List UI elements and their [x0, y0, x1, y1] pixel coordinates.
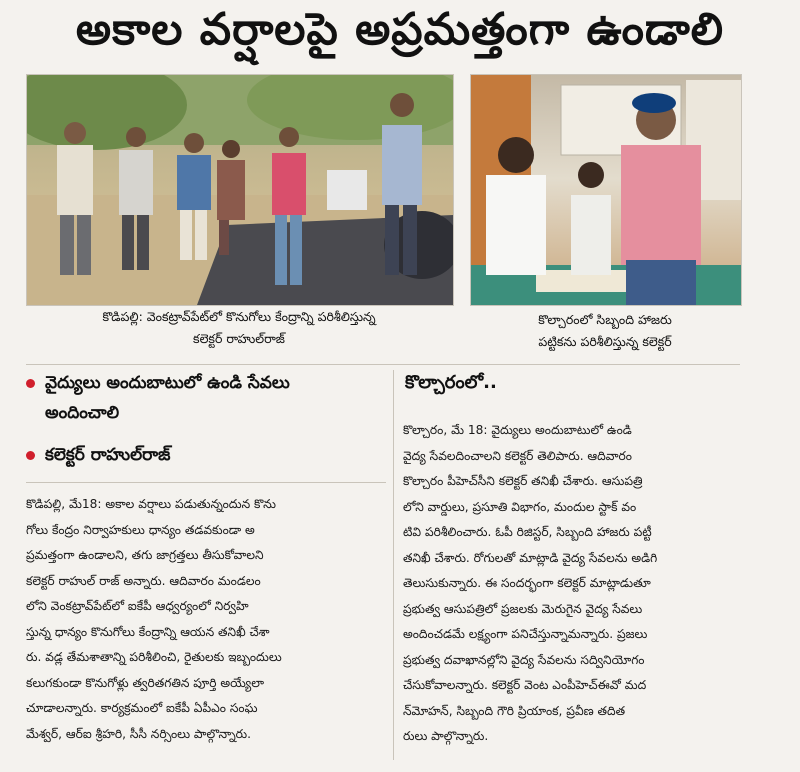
article-line: తనిఖీ చేశారు. రోగులతో మాట్లాడి వైద్య సేవలను అడిగి: [403, 550, 658, 565]
article-line: స్తున్న ధాన్యం కొనుగోలు కేంద్రాన్ని ఆయన తనిఖీ చేశా: [26, 624, 270, 639]
article-line: మేశ్వర్, ఆర్ఐ శ్రీహరి, సీసీ నర్సింలు పాల్గొన్నారు.: [26, 726, 251, 741]
right-article-heading: కొల్చారంలో..: [405, 372, 497, 393]
bullet-dot: [26, 451, 35, 460]
article-line: లోని వార్డులు, ప్రసూతి విభాగం, మందుల స్టాక్ వం: [403, 499, 637, 514]
caption-line: కొల్చారంలో సిబ్బంది హాజరు: [538, 312, 672, 327]
article-line: కొడిపల్లి, మే18: అకాల వర్షాలు పడుతున్నందున కొను: [26, 497, 276, 511]
article-line: లోని వెంకట్రావ్‌పేట్‌లో ఐకేపీ ఆధ్వర్యంలో నిర్వహి: [26, 599, 249, 613]
article-line: కొల్చారం పీహెచ్‌సీని కలెక్టర్ తనిఖీ చేశారు. ఆసుపత్రి: [403, 474, 643, 488]
article-line: ప్రమత్తంగా ఉండాలని, తగు జాగ్రత్తలు తీసుకోవాలని: [26, 548, 264, 562]
column-divider: [393, 370, 394, 760]
left-article-body: [26, 492, 384, 747]
bullet-line: కలెక్టర్ రాహుల్‌రాజ్: [45, 445, 171, 465]
article-line: చేసుకోవాలన్నారు. కలెక్టర్ వెంట ఎంపీహెచ్ఈవో మద: [403, 678, 647, 692]
article-line: అందించడమే లక్ష్యంగా పనిచేస్తున్నామన్నారు. ప్రజలు: [403, 627, 648, 641]
photo-phc-scene: [471, 75, 741, 305]
bullet-item: [26, 368, 386, 428]
photo-left-caption: [26, 306, 452, 350]
caption-line: కొడిపల్లి: వెంకట్రావ్‌పేట్‌లో కొనుగోలు కేంద్రాన్ని పరిశీలిస్తున్న: [102, 309, 376, 324]
bullet-item: [26, 440, 386, 470]
article-line: గోలు కేంద్రం నిర్వాహకులు ధాన్యం తడవకుండా అ: [26, 522, 255, 537]
caption-line: కలెక్టర్ రాహుల్‌రాజ్: [193, 331, 285, 346]
bullet-dot: [26, 379, 35, 388]
article-line: ప్రభుత్వ ఆసుపత్రిలో ప్రజలకు మెరుగైన వైద్య సేవలు: [403, 601, 643, 616]
article-line: కొల్చారం, మే 18: వైద్యులు అందుబాటులో ఉండి: [403, 423, 632, 437]
bullet-line: వైద్యులు అందుబాటులో ఉండి సేవలు: [45, 373, 290, 393]
article-line: కలెక్టర్ రాహుల్ రాజ్ అన్నారు. ఆదివారం మండలం: [26, 573, 261, 588]
caption-line: పట్టికను పరిశీలిస్తున్న కలెక్టర్: [538, 334, 672, 349]
photo-right-caption: [470, 309, 740, 353]
caption-divider: [26, 364, 740, 365]
article-line: ప్రభుత్వ దవాఖానల్లోని వైద్య సేవలను సద్వినియోగం: [403, 652, 645, 667]
headline: అకాల వర్షాలపై అప్రమత్తంగా ఉండాలి: [75, 4, 725, 55]
article-line: న్‌మోహన్, సిబ్బంది గౌరి ప్రియాంక, ప్రవీణ తదిత: [403, 703, 626, 718]
article-line: రు. వడ్ల తేమశాతాన్ని పరిశీలించి, రైతులకు ఇబ్బందులు: [26, 650, 282, 664]
photo-grain-centre-inspection: [26, 74, 454, 306]
bullet-divider: [26, 482, 386, 483]
photo-grain-centre-scene: [27, 75, 453, 305]
article-line: టివి పరిశీలించారు. ఓపీ రిజిస్టర్, సిబ్బంది హాజరు పట్టీ: [403, 525, 652, 539]
article-line: రులు పాల్గొన్నారు.: [403, 729, 489, 743]
article-line: వైద్య సేవలదించాలని కలెక్టర్ తెలిపారు. ఆదివారం: [403, 448, 632, 463]
photo-attendance-register-check: [470, 74, 742, 306]
right-article-body: [403, 418, 743, 750]
article-line: చూడాలన్నారు. కార్యక్రమంలో ఐకేపీ ఏపీఎం సంఘ: [26, 701, 258, 715]
article-line: కలుగకుండా కొనుగోళ్లు త్వరితగతిన పూర్తి అయ్యేలా: [26, 675, 264, 690]
bullet-line: అందించాలి: [45, 403, 120, 423]
article-line: తెలుసుకున్నారు. ఈ సందర్భంగా కలెక్టర్ మాట్లాడుతూ: [403, 576, 651, 590]
